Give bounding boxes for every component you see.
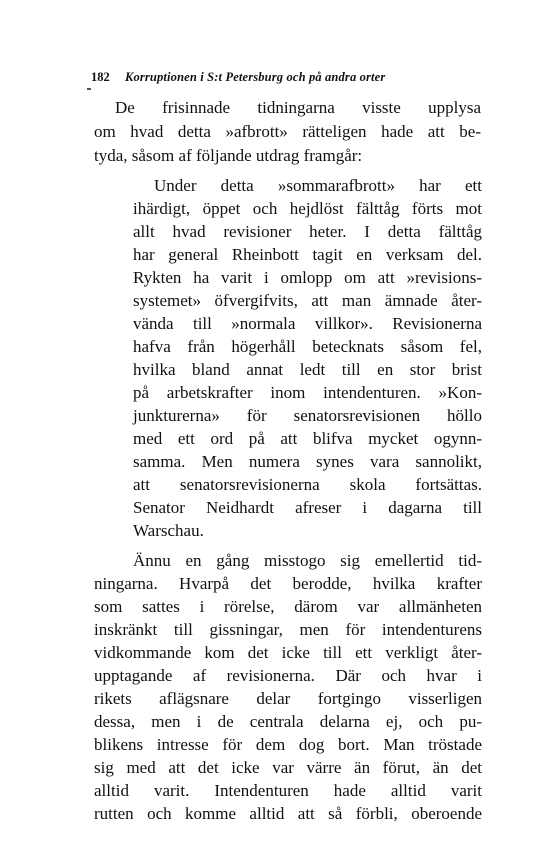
quote-line: hvilka bland annat ledt till en stor brist xyxy=(133,360,482,379)
paragraph-2-line: Ännu en gång misstogo sig emellertid tid- xyxy=(133,551,482,570)
quote-line: att senatorsrevisionerna skola fortsättas. xyxy=(133,475,482,494)
quote-line: vända till »normala villkor». Revisionerna xyxy=(133,314,482,333)
quote-line: samma. Men numera synes vara sannolikt, xyxy=(133,452,482,471)
paragraph-1-line: De frisinnade tidningarna visste upplysa xyxy=(115,98,481,117)
paragraph-1-line: tyda, såsom af följande utdrag framgår: xyxy=(94,146,363,165)
paragraph-2-line: som sattes i rörelse, därom var allmänheten xyxy=(94,597,482,616)
running-title: Korruptionen i S:t Petersburg och på andra orter xyxy=(125,70,386,84)
quote-line: Warschau. xyxy=(133,521,204,540)
quote-line: Senator Neidhardt afreser i dagarna till xyxy=(133,498,482,517)
quote-line: Rykten ha varit i omlopp om att »revisions- xyxy=(133,268,482,287)
paragraph-2-line: ningarna. Hvarpå det berodde, hvilka krafter xyxy=(94,574,482,593)
paragraph-2-line: inskränkt till gissningar, men för intendenturens xyxy=(94,620,482,639)
paragraph-2-line: rutten och komme alltid att så förbli, oberoende xyxy=(94,804,482,823)
running-head xyxy=(91,70,481,90)
quote-line: med ett ord på att blifva mycket ogynn- xyxy=(133,429,482,448)
quote-line: hafva från högerhåll betecknats såsom fel, xyxy=(133,337,482,356)
paragraph-2-line: vidkommande kom det icke till ett verkligt åter- xyxy=(94,643,482,662)
quote-line: junkturerna» för senatorsrevisionen höllo xyxy=(133,406,482,425)
paragraph-2-line: upptagande af revisionerna. Där och hvar i xyxy=(94,666,482,685)
quote-line: Under detta »sommarafbrott» har ett xyxy=(154,176,482,195)
paragraph-1-line: om hvad detta »afbrott» rätteligen hade att be- xyxy=(94,122,481,141)
page-number: 182 xyxy=(91,70,110,84)
quote-line: systemet» öfvergifvits, att man ämnade åter- xyxy=(133,291,482,310)
quote-line: ihärdigt, öppet och hejdlöst fälttåg förts mot xyxy=(133,199,482,218)
paragraph-2-line: blikens intresse för dem dog bort. Man tröstade xyxy=(94,735,482,754)
paragraph-2-line: dessa, men i de centrala delarna ej, och pu- xyxy=(94,712,482,731)
quote-line: på arbetskrafter inom intendenturen. »Kon- xyxy=(133,383,482,402)
paragraph-2-line: sig med att det icke var värre än förut, än det xyxy=(94,758,482,777)
paragraph-2-line: rikets aflägsnare delar fortgingo visserligen xyxy=(94,689,482,708)
quote-line: allt hvad revisioner heter. I detta fälttåg xyxy=(133,222,482,241)
paragraph-2-line: alltid varit. Intendenturen hade alltid varit xyxy=(94,781,482,800)
quote-line: har general Rheinbott tagit en verksam del. xyxy=(133,245,482,264)
